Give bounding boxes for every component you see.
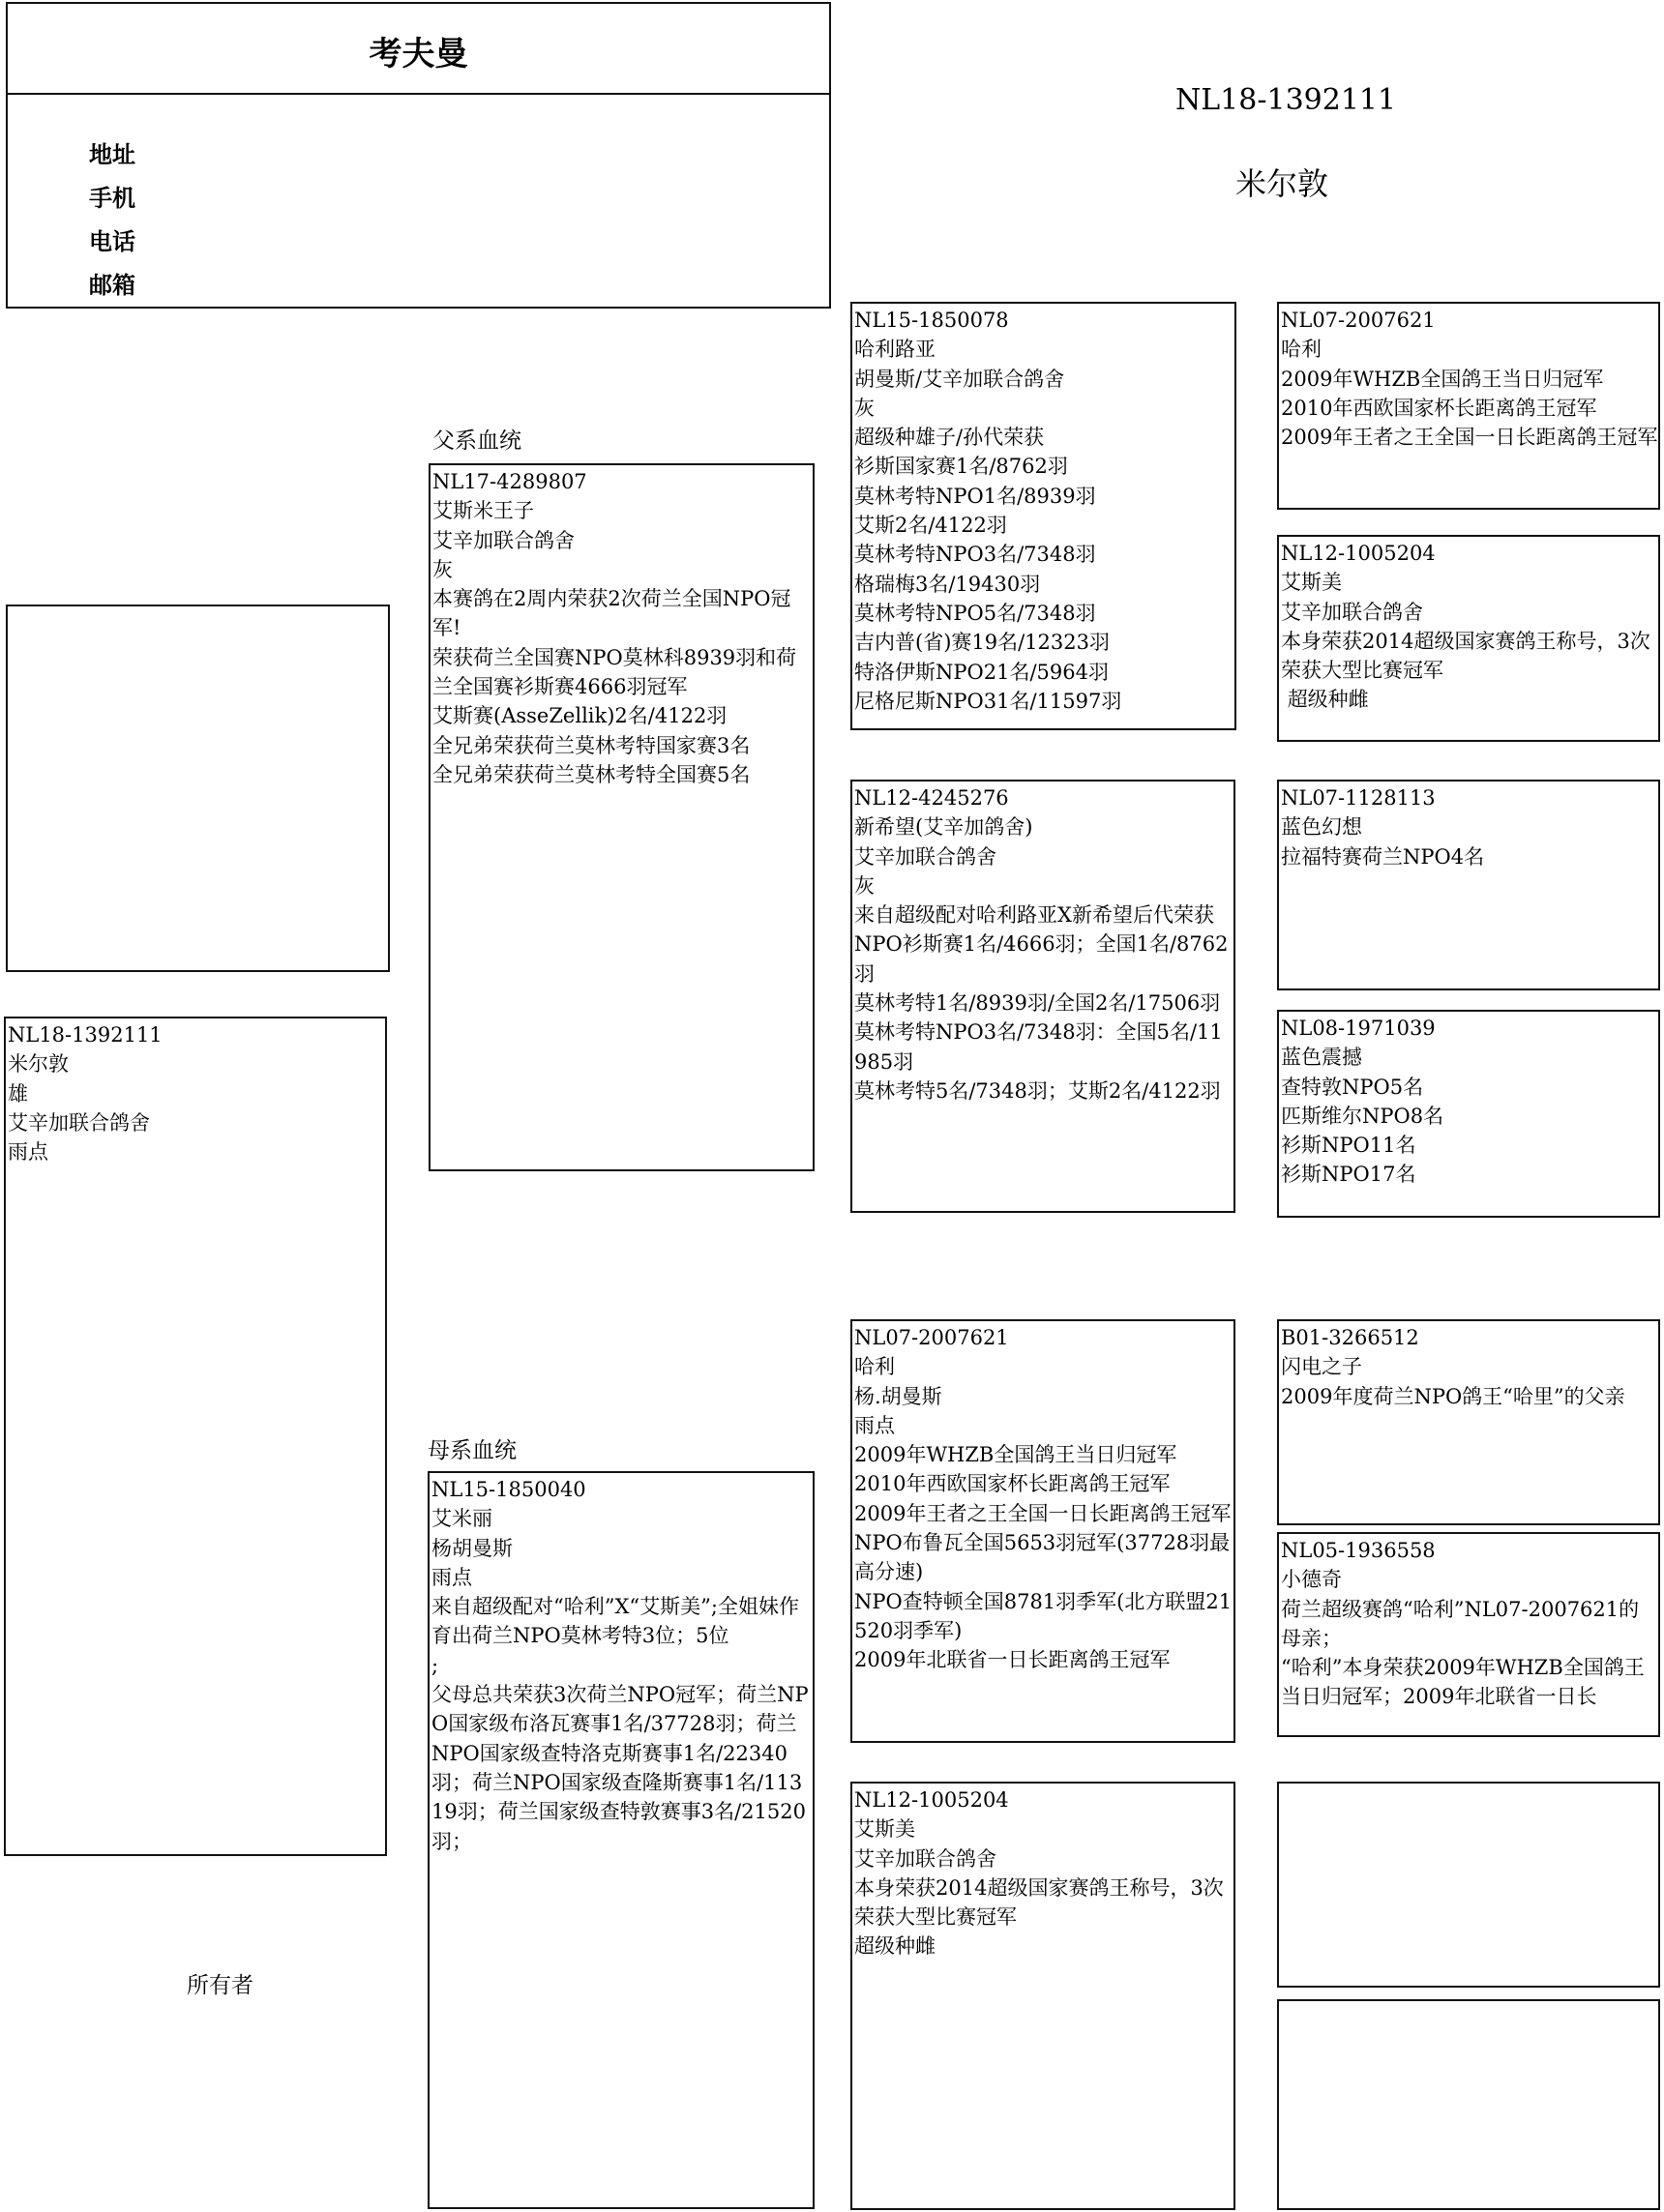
ss-dam-line: NL12-1005204 [1281,542,1436,565]
ds-dam-line: 荷兰超级赛鸽“哈利”NL07-2007621的母亲； [1281,1597,1640,1650]
ss-sire-line: 2010年西欧国家杯长距离鸽王冠军 [1281,396,1597,420]
subject-ring: NL18-1392111 [8,1023,163,1047]
sire-line: 艾辛加联合鸽舍 [432,528,575,552]
sd-dam-box [1277,1010,1660,1218]
ds-dam-box [1277,1532,1660,1737]
ss-dam-line: 艾斯美 [1281,571,1342,595]
subject-loft: 艾辛加联合鸽舍 [8,1110,150,1135]
sire-sire-line: 莫林考特NPO5名/7348羽 [854,601,1096,625]
photo-box [6,605,390,972]
sire-box [429,463,815,1171]
ds-dam-line: “哈利”本身荣获2009年WHZB全国鸽王当日归冠军；2009年北联省一日长 [1281,1656,1645,1709]
dam-line: 父母总共荣获3次荷兰NPO冠军；荷兰NPO国家级布洛瓦赛事1名/37728羽；荷兰NPO国家级查特洛克斯赛事1名/22340羽；荷兰NPO国家级查隆斯赛事1名/11319羽；荷兰国家级查特敦赛事3名/21520羽； [431,1683,809,1853]
header-title: 考夫曼 [369,35,468,74]
ds-dam-line: NL05-1936558 [1281,1539,1436,1562]
dam-sire-line: NL07-2007621 [854,1326,1009,1349]
sire-line: 艾斯赛(AsseZellik)2名/4122羽 [432,704,728,728]
sire-dam-line: NL12-4245276 [854,786,1009,810]
header-divider [8,93,829,95]
ss-dam-line: 本身荣获2014超级国家赛鸽王称号，3次荣获大型比赛冠军 [1281,629,1650,683]
sire-sire-line: 莫林考特NPO1名/8939羽 [854,484,1096,508]
dam-dam-line: 艾斯美 [854,1817,915,1842]
sire-dam-line: 莫林考特1名/8939羽/全国2名/17506羽 [854,991,1221,1016]
sire-sire-box [850,302,1236,730]
sire-dam-line: 来自超级配对哈利路亚X新希望后代荣获 [854,903,1214,928]
sire-dam-line: 艾辛加联合鸽舍 [854,844,996,869]
sd-sire-line: 蓝色幻想 [1281,815,1362,840]
sd-dam-line: 蓝色震撼 [1281,1046,1362,1070]
sire-line: 全兄弟荣获荷兰莫林考特国家赛3名 [432,733,751,757]
dam-line: 杨胡曼斯 [431,1536,513,1560]
sd-dam-line: 匹斯维尔NPO8名 [1281,1104,1444,1128]
dam-sire-line: 哈利 [854,1355,895,1379]
sire-sire-line: 特洛伊斯NPO21名/5964羽 [854,660,1109,684]
dam-sire-line: 2009年WHZB全国鸽王当日归冠军 [854,1443,1177,1467]
ds-sire-box [1277,1319,1660,1525]
dam-dam-line: NL12-1005204 [854,1788,1009,1812]
dd-dam-box [1277,1999,1660,2210]
dam-line: 来自超级配对“哈利”X“艾斯美”;全姐妹作育出荷兰NPO莫林考特3位；5位 [431,1595,799,1648]
ds-dam-line: 小德奇 [1281,1568,1342,1592]
ss-sire-box [1277,302,1660,510]
sire-line: NL17-4289807 [432,470,587,493]
sire-sire-line: 超级种雄子/孙代荣获 [854,426,1045,450]
sd-sire-line: NL07-1128113 [1281,786,1436,810]
sire-sire-line: 哈利路亚 [854,338,936,362]
maternal-line-label: 母系血统 [428,1438,517,1463]
top-right-ring-number: NL18-1392111 [1175,83,1397,117]
ss-sire-line: NL07-2007621 [1281,309,1436,332]
sire-sire-line: 胡曼斯/艾辛加联合鸽舍 [854,367,1065,391]
sire-line: 全兄弟荣获荷兰莫林考特全国赛5名 [432,762,751,786]
sd-dam-line: 查特敦NPO5名 [1281,1075,1424,1099]
sd-dam-line: 衫斯NPO11名 [1281,1134,1416,1158]
dd-sire-box [1277,1782,1660,1988]
dam-line: ; [431,1653,439,1677]
dam-sire-box [850,1319,1235,1743]
sire-line: 本赛鸽在2周内荣获2次荷兰全国NPO冠军! [432,587,791,640]
subject-box [4,1017,387,1856]
dam-sire-line: 2009年北联省一日长距离鸽王冠军 [854,1648,1171,1672]
ss-sire-line: 2009年WHZB全国鸽王当日归冠军 [1281,367,1604,391]
sd-sire-line: 拉福特赛荷兰NPO4名 [1281,844,1485,869]
dam-sire-line: 杨.胡曼斯 [854,1384,942,1408]
header-box [6,2,831,309]
dam-dam-box [850,1782,1235,2210]
contact-mobile-label: 手机 [89,185,135,212]
dam-dam-line: 本身荣获2014超级国家赛鸽王称号，3次荣获大型比赛冠军 [854,1875,1224,1930]
dam-sire-line: 2010年西欧国家杯长距离鸽王冠军 [854,1472,1171,1496]
dam-line: NL15-1850040 [431,1478,586,1501]
dam-box [428,1471,815,2209]
sire-sire-line: 艾斯2名/4122羽 [854,514,1007,538]
sire-dam-line: 新希望(艾辛加鸽舍) [854,815,1033,840]
contact-address-label: 地址 [89,141,135,168]
sire-sire-line: 衫斯国家赛1名/8762羽 [854,455,1068,479]
ds-sire-line: B01-3266512 [1281,1326,1419,1349]
sire-line: 荣获荷兰全国赛NPO莫林科8939羽和荷兰全国赛衫斯赛4666羽冠军 [432,645,797,699]
ss-dam-line: 超级种雌 [1281,688,1369,712]
contact-email-label: 邮箱 [89,272,135,299]
sire-sire-line: NL15-1850078 [854,309,1009,332]
dam-line: 艾米丽 [431,1507,492,1531]
dam-line: 雨点 [431,1565,472,1589]
sd-sire-box [1277,780,1660,990]
sire-sire-line: 莫林考特NPO3名/7348羽 [854,543,1096,567]
subject-name: 米尔敦 [8,1052,69,1077]
dam-sire-line: 雨点 [854,1413,895,1437]
subject-color: 雨点 [8,1140,48,1165]
sire-dam-line: NPO衫斯赛1名/4666羽；全国1名/8762羽 [854,932,1229,986]
ds-sire-line: 闪电之子 [1281,1355,1362,1379]
sd-dam-line: NL08-1971039 [1281,1017,1436,1040]
dam-dam-line: 艾辛加联合鸽舍 [854,1846,996,1871]
sire-sire-line: 格瑞梅3名/19430羽 [854,572,1041,596]
ss-dam-line: 艾辛加联合鸽舍 [1281,600,1423,624]
sire-dam-line: 莫林考特5名/7348羽；艾斯2名/4122羽 [854,1078,1221,1103]
sire-line: 灰 [432,557,453,581]
top-right-pigeon-name: 米尔敦 [1235,165,1329,202]
ss-sire-line: 2009年王者之王全国一日长距离鸽王冠军 [1281,426,1658,450]
paternal-line-label: 父系血统 [432,428,521,454]
sire-sire-line: 吉内普(省)赛19名/12323羽 [854,631,1110,655]
sire-sire-line: 尼格尼斯NPO31名/11597羽 [854,689,1122,713]
sire-sire-line: 灰 [854,396,875,420]
dam-sire-line: NPO查特顿全国8781羽季军(北方联盟21520羽季军) [854,1589,1233,1642]
contact-phone-label: 电话 [89,228,135,255]
ds-sire-line: 2009年度荷兰NPO鸽王“哈里”的父亲 [1281,1384,1625,1408]
ss-dam-box [1277,535,1660,742]
subject-sex: 雄 [8,1081,28,1106]
owner-label: 所有者 [187,1973,253,1998]
sire-dam-line: 莫林考特NPO3名/7348羽：全国5名/11985羽 [854,1020,1223,1074]
sd-dam-line: 衫斯NPO17名 [1281,1163,1416,1187]
dam-sire-line: 2009年王者之王全国一日长距离鸽王冠军 [854,1501,1232,1525]
dam-dam-line: 超级种雌 [854,1934,936,1959]
ss-sire-line: 哈利 [1281,338,1322,362]
sire-dam-line: 灰 [854,873,875,898]
dam-sire-line: NPO布鲁瓦全国5653羽冠军(37728羽最高分速) [854,1531,1231,1584]
sire-dam-box [850,780,1235,1213]
sire-line: 艾斯米王子 [432,499,534,523]
